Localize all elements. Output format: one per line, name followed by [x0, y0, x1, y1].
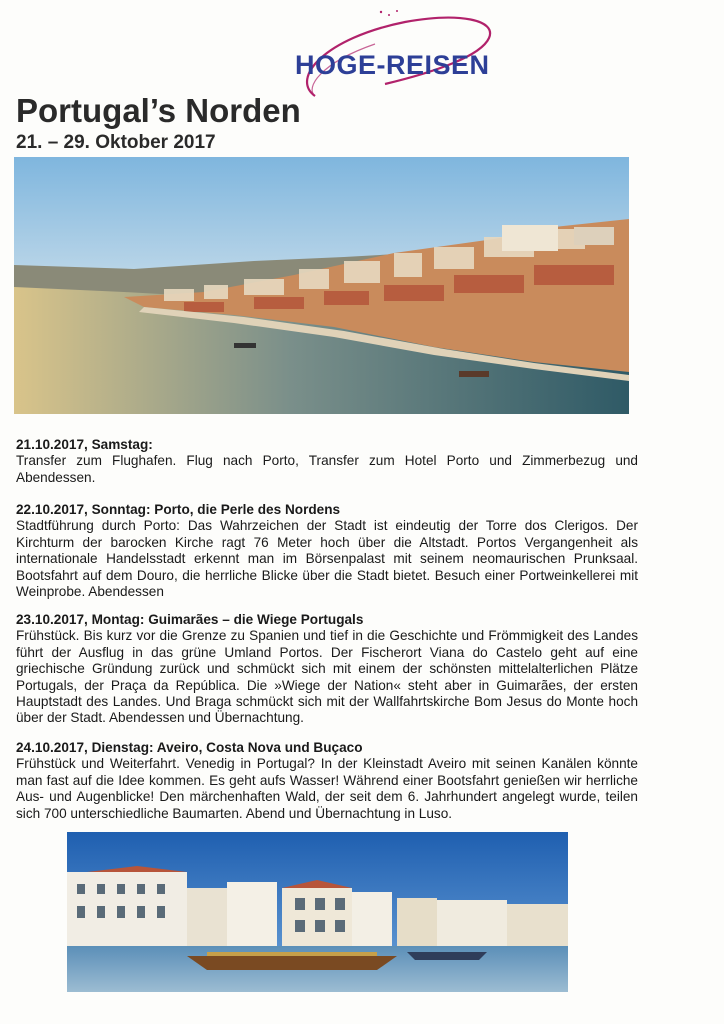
- day-section-4: [16, 740, 638, 822]
- page-title: Portugal’s Norden: [16, 92, 301, 129]
- hoge-reisen-logo: [285, 8, 515, 108]
- day-section-1: [16, 437, 638, 486]
- day-section-2: [16, 502, 638, 600]
- day-heading: 21.10.2017, Samstag:: [16, 437, 153, 452]
- porto-riverside-photo: [14, 157, 629, 414]
- day-text: Frühstück. Bis kurz vor die Grenze zu Spanien und tief in die Geschichte und Frömmigkeit des Landes führt der Ausflug in das grüne Umland Portos. Der Fischerort Viana do Castelo geht auf eine griechische Gründung zurück und schmückt sich mit einem der schönsten mittelalterlichen Plätze Portugals, der Praça da República. Die »Wiege der Nation« steht aber in Guimarães, der ersten Hauptstadt des Landes. Und Braga schmückt sich mit der Wallfahrtskirche Bom Jesus do Monte hoch über der Stadt. Abendessen und Übernachtung.: [16, 628, 638, 726]
- aveiro-canal-photo: [67, 832, 568, 992]
- trip-dates: 21. – 29. Oktober 2017: [16, 132, 216, 153]
- day-heading: 23.10.2017, Montag: Guimarães – die Wiege Portugals: [16, 612, 364, 627]
- day-heading: 24.10.2017, Dienstag: Aveiro, Costa Nova und Buçaco: [16, 740, 363, 755]
- day-text: Frühstück und Weiterfahrt. Venedig in Portugal? In der Kleinstadt Aveiro mit seinen Kanälen könnte man fast auf die Idee kommen. Es geht aufs Wasser! Während einer Bootsfahrt genießen wir herrliche Aus- und Augenblicke! Den märchenhaften Wald, der seit dem 6. Jahrhundert angelegt wurde, teilen sich 700 unterschiedliche Baumarten. Abend und Übernachtung in Luso.: [16, 756, 638, 821]
- day-heading: 22.10.2017, Sonntag: Porto, die Perle des Nordens: [16, 502, 341, 517]
- day-text: Stadtführung durch Porto: Das Wahrzeichen der Stadt ist eindeutig der Torre dos Clerigos. Der Kirchturm der barocken Kirche ragt 76 Meter hoch über die Altstadt. Portos Vergangenheit als internationale Handelsstadt erkennt man im Börsenpalast mit seinem neomaurischen Prunksaal. Bootsfahrt auf dem Douro, die herrliche Blicke über die Stadt bietet. Besuch einer Portweinkellerei mit Weinprobe. Abendessen: [16, 518, 638, 600]
- day-section-3: [16, 612, 638, 727]
- day-text: Transfer zum Flughafen. Flug nach Porto, Transfer zum Hotel Porto und Zimmerbezug und Abendessen.: [16, 453, 638, 485]
- logo-text: HOGE-REISEN: [295, 50, 490, 80]
